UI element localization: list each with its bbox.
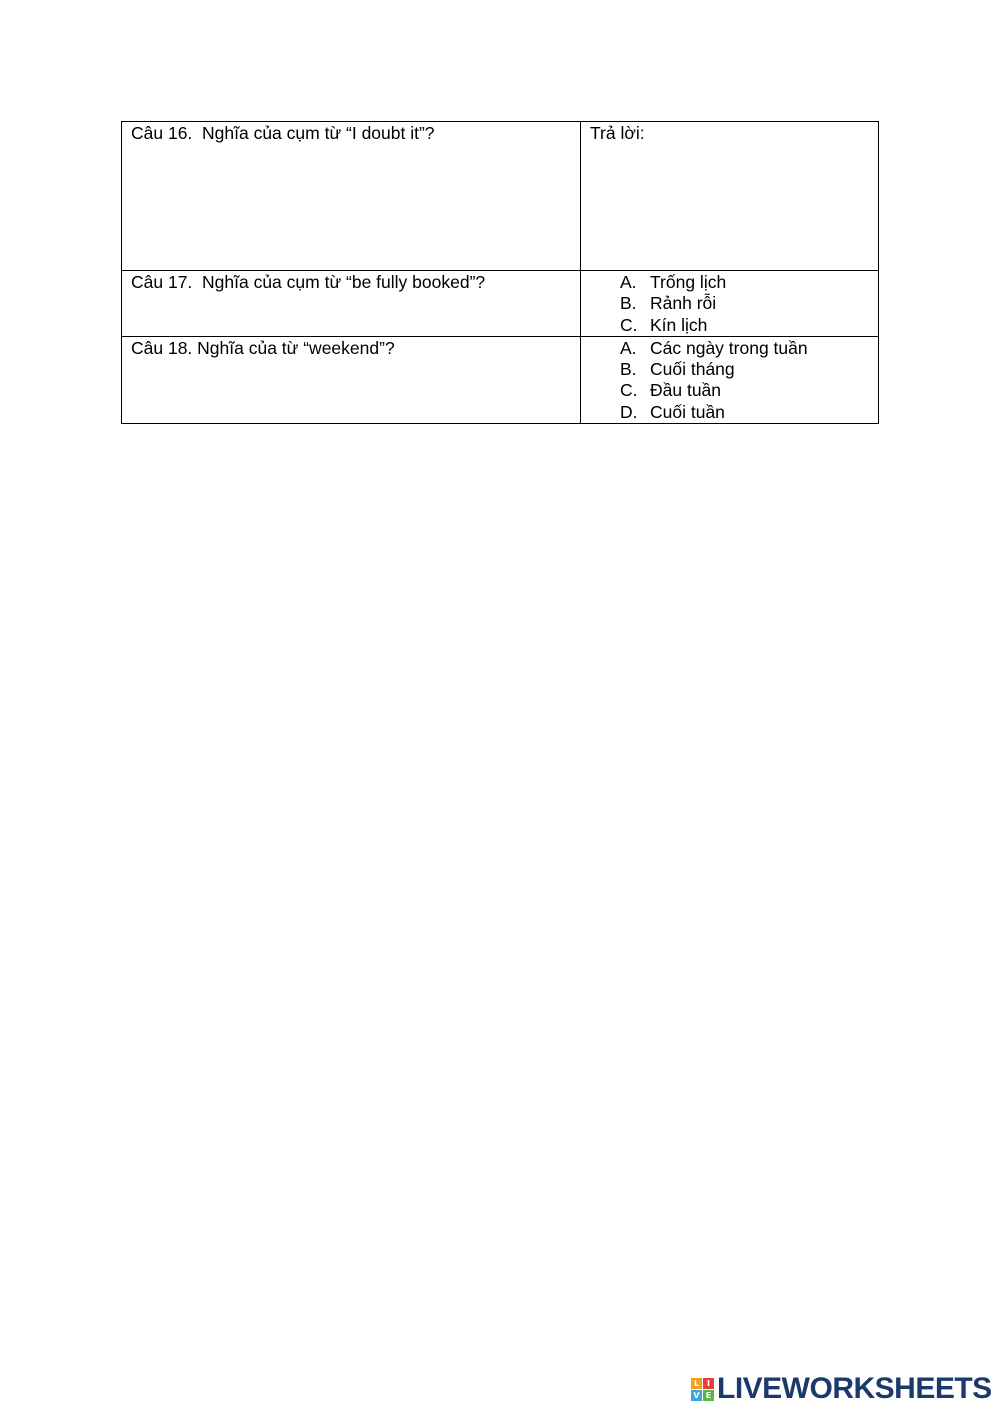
question-17-text: Câu 17. Nghĩa của cụm từ “be fully booked”? xyxy=(131,272,486,292)
option-text: Trống lịch xyxy=(650,272,727,292)
option-18-c[interactable] xyxy=(620,380,878,401)
option-letter: A. xyxy=(620,337,637,358)
logo-tile-e: E xyxy=(703,1390,714,1401)
options-cell-18 xyxy=(581,336,879,423)
option-18-b[interactable] xyxy=(620,359,878,380)
option-17-b[interactable] xyxy=(620,293,878,314)
option-text: Cuối tuần xyxy=(650,401,725,422)
option-text: Rảnh rỗi xyxy=(650,293,717,314)
option-text: Cuối tháng xyxy=(650,359,735,380)
question-cell-16 xyxy=(122,122,581,271)
option-letter: C. xyxy=(620,314,638,335)
option-18-a[interactable] xyxy=(620,338,878,359)
question-cell-17 xyxy=(122,271,581,337)
option-17-c[interactable] xyxy=(620,315,878,336)
question-row-16 xyxy=(122,122,879,271)
options-list-18 xyxy=(581,337,878,423)
option-letter: A. xyxy=(620,272,637,292)
logo-tile-i: I xyxy=(703,1378,714,1389)
option-letter: B. xyxy=(620,293,637,314)
logo-tile-v: V xyxy=(691,1390,702,1401)
option-letter: C. xyxy=(620,380,638,401)
question-16-text: Câu 16. Nghĩa của cụm từ “I doubt it”? xyxy=(131,123,435,143)
options-cell-17 xyxy=(581,271,879,337)
option-18-d[interactable] xyxy=(620,402,878,423)
option-text: Các ngày trong tuần xyxy=(650,337,808,358)
liveworksheets-logo xyxy=(691,1374,992,1404)
question-18-text: Câu 18. Nghĩa của từ “weekend”? xyxy=(131,337,395,358)
answer-16-label: Trả lời: xyxy=(590,123,645,143)
option-letter: D. xyxy=(620,401,638,422)
worksheet-table xyxy=(121,121,879,424)
answer-cell-16[interactable] xyxy=(581,122,879,271)
option-letter: B. xyxy=(620,359,637,380)
live-grid-icon xyxy=(691,1378,714,1401)
question-row-18 xyxy=(122,336,879,423)
option-17-a[interactable] xyxy=(620,272,878,293)
option-text: Đầu tuần xyxy=(650,380,722,401)
brand-name: LIVEWORKSHEETS xyxy=(717,1372,992,1405)
question-cell-18 xyxy=(122,336,581,423)
logo-tile-l: L xyxy=(691,1378,702,1389)
options-list-17 xyxy=(581,271,878,336)
question-row-17 xyxy=(122,271,879,337)
option-text: Kín lịch xyxy=(650,314,708,335)
